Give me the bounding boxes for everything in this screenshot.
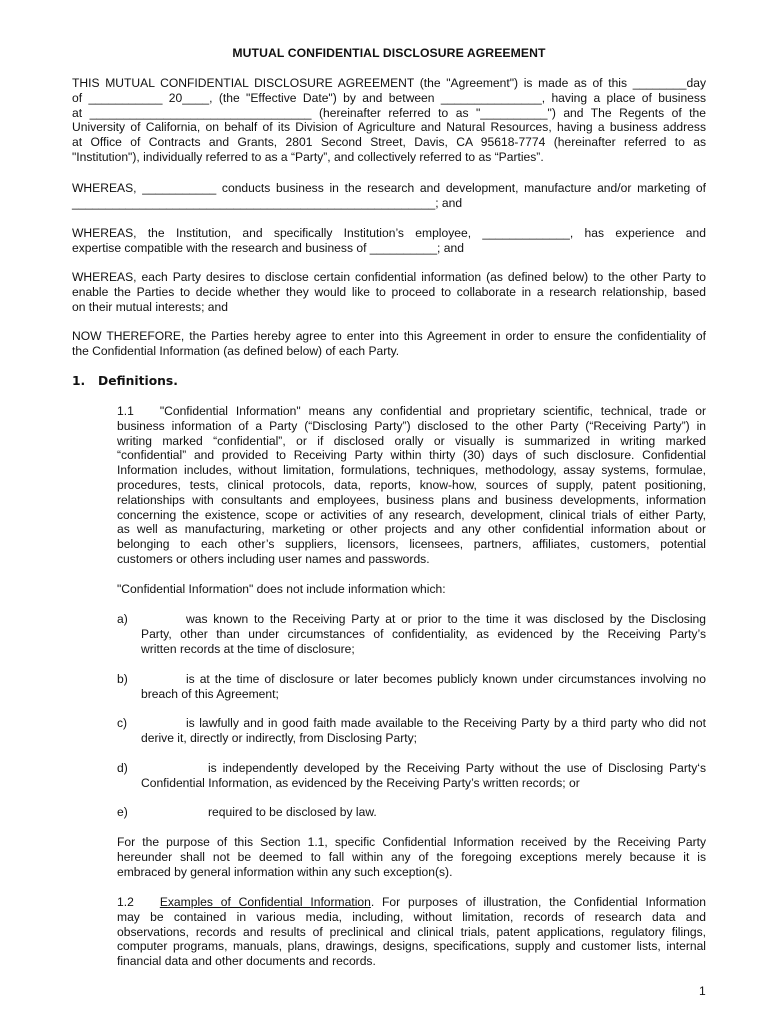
whereas-paragraph-2 (72, 226, 706, 256)
text-line: at Office of Contracts and Grants, 2801 Second Street, Davis, CA 95618-7774 (hereinafter referred to as (72, 135, 706, 150)
text-line: was known to the Receiving Party at or prior to the time it was disclosed by the Disclosing (186, 612, 706, 626)
text-line: For the purpose of this Section 1.1, specific Confidential Information received by the Receiving Party (117, 835, 706, 849)
text-line: observations, records and results of preclinical and clinical trials, patent applications, regulatory filings, (117, 924, 706, 939)
intro-paragraph (72, 76, 706, 165)
list-item-label: e) (117, 805, 128, 819)
list-item (141, 716, 706, 746)
text-line: business information of a Party (“Disclosing Party”) disclosed to the other Party (“Receiving Party”) in (117, 418, 706, 433)
text-line: is lawfully and in good faith made available to the Receiving Party by a third party who did not (186, 716, 706, 730)
text-line: written records at the time of disclosure; (141, 641, 355, 656)
list-item-label: c) (117, 716, 128, 730)
text-line: 1.2 Examples of Confidential Information. For purposes of illustration, the Confidential Information (117, 895, 706, 909)
text-line: computer programs, manuals, plans, drawings, designs, specifications, supply and customer lists, internal (117, 939, 706, 954)
text-line: as well as manufacturing, marketing or other projects and any other confidential information about or (117, 522, 706, 537)
text-line: Information includes, without limitation, formulations, techniques, methodology, assay systems, formulae, (117, 463, 706, 478)
section-title: Definitions. (98, 374, 178, 388)
text-line: required to be disclosed by law. (208, 805, 377, 819)
text-line: the Confidential Information (as defined below) of each Party. (72, 343, 400, 358)
text-line: on their mutual interests; and (72, 299, 228, 314)
text-line: is independently developed by the Receiving Party without the use of Disclosing Party‘s (208, 761, 706, 775)
document-title: MUTUAL CONFIDENTIAL DISCLOSURE AGREEMENT (232, 46, 546, 60)
text-line: Party, other than under circumstances of confidentiality, as evidenced by the Receiving Party’s (141, 626, 706, 641)
text-line: WHEREAS, the Institution, and specifically Institution’s employee, _____________, has experience and (72, 226, 706, 240)
clause-heading: Examples of Confidential Information (159, 895, 371, 909)
text-line: writing marked “confidential”, or if disclosed orally or visually is summarized in writing marked (117, 433, 706, 448)
whereas-paragraph-3 (72, 270, 706, 314)
list-item (141, 761, 706, 791)
text-line: "Institution"), individually referred to as a “Party”, and collectively referred to as “Parties”. (72, 149, 544, 164)
exclusions-intro: "Confidential Information" does not include information which: (117, 582, 446, 596)
clause-number: 1.1 (117, 404, 134, 418)
text-line: financial data and other documents and records. (117, 954, 376, 969)
list-item-label: d) (117, 761, 128, 775)
text-line: relationships with consultants and employees, business plans and business developments, information (117, 492, 706, 507)
section-number: 1. (72, 374, 86, 388)
text-line: 1.1 "Confidential Information" means any confidential and proprietary scientific, technical, trade or (117, 404, 706, 418)
text-line: at _________________________________ (hereinafter referred to as "__________") and The Regents of the (72, 105, 706, 120)
text-line: belonging to each other’s suppliers, licensors, licensees, partners, affiliates, customers, potential (117, 537, 706, 552)
list-item (141, 805, 706, 820)
text-line: concerning the existence, scope or activities of any research, development, clinical trials of either Party, (117, 507, 706, 522)
section-heading (72, 374, 178, 388)
list-item (141, 672, 706, 702)
list-item-label: b) (117, 672, 128, 686)
text-line: breach of this Agreement; (141, 686, 279, 701)
text-line: expertise compatible with the research and business of __________; and (72, 240, 464, 255)
now-therefore-paragraph (72, 329, 706, 359)
text-line: of ___________ 20____, (the "Effective Date") by and between _______________, having a place of business (72, 90, 706, 105)
text-line: may be contained in various media, including, without limitation, records of research data and (117, 909, 706, 924)
text-line: “confidential” and provided to Receiving Party within thirty (30) days of such disclosure. Confidential (117, 448, 706, 463)
text-line: THIS MUTUAL CONFIDENTIAL DISCLOSURE AGREEMENT (the "Agreement") is made as of this ________day (72, 76, 706, 90)
text-line: enable the Parties to decide whether they would like to proceed to collaborate in a research relationship, based (72, 284, 706, 299)
list-item-label: a) (117, 612, 128, 626)
page-number: 1 (699, 984, 706, 998)
text-line: embraced by general information within any such exception(s). (117, 864, 453, 879)
text-line: hereunder shall not be deemed to fall within any of the foregoing exceptions merely because it is (117, 849, 706, 864)
text-line: derive it, directly or indirectly, from Disclosing Party; (141, 730, 417, 745)
whereas-paragraph-1 (72, 181, 706, 211)
clause-number: 1.2 (117, 895, 134, 909)
text-line: NOW THEREFORE, the Parties hereby agree to enter into this Agreement in order to ensure the confidentiality of (72, 329, 706, 343)
clause-1-1 (117, 404, 706, 567)
text-line: is at the time of disclosure or later becomes publicly known under circumstances involving no (186, 672, 706, 686)
text-line: Confidential Information, as evidenced by the Receiving Party’s written records; or (141, 775, 580, 790)
text-line: customers or others including user names and passwords. (117, 551, 430, 566)
text-line: University of California, on behalf of its Division of Agriculture and Natural Resources, having a business address (72, 120, 706, 135)
purpose-paragraph (117, 835, 706, 879)
list-item (141, 612, 706, 656)
text-line: procedures, tests, clinical protocols, data, reports, know-how, sources of supply, patent positioning, (117, 477, 706, 492)
clause-1-2 (117, 895, 706, 969)
text-line: WHEREAS, each Party desires to disclose certain confidential information (as defined below) to the other Party to (72, 270, 706, 284)
text-line: ______________________________________________________; and (72, 195, 463, 210)
text-line: WHEREAS, ___________ conducts business in the research and development, manufacture and/or marketing of (72, 181, 706, 195)
